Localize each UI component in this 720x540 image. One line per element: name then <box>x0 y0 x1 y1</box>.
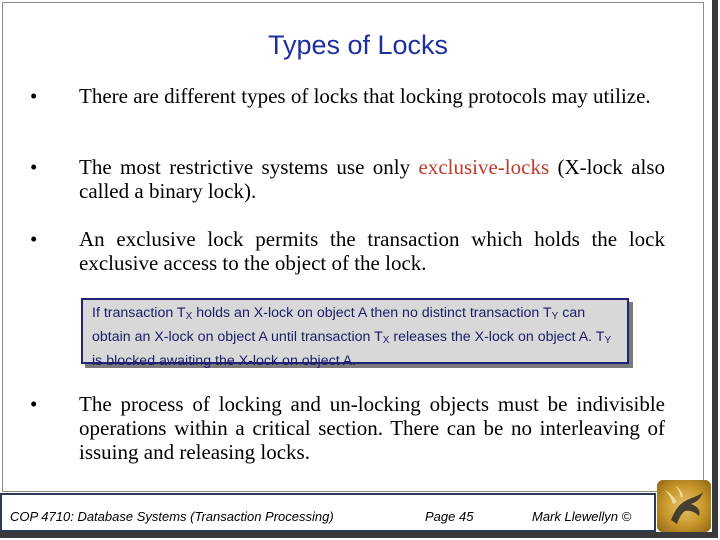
pegasus-icon <box>657 480 711 532</box>
subscript: Y <box>604 335 612 346</box>
bullet-text-3: An exclusive lock permits the transaction which holds the lock exclusive access to the object of the lock. <box>79 227 665 275</box>
slide-title: Types of Locks <box>267 30 449 60</box>
bullet-text-2 <box>79 155 665 203</box>
exclusive-locks-highlight: exclusive-locks <box>418 155 550 179</box>
callout-box <box>81 298 629 369</box>
bullet-marker: • <box>30 84 38 108</box>
subscript: X <box>382 335 390 346</box>
callout-text: holds an X-lock on object A then no distinct transaction T <box>192 305 552 321</box>
bullet-marker: • <box>30 155 38 179</box>
callout-text: can obtain an X-lock on object A until transaction T <box>92 305 586 345</box>
subscript: X <box>185 311 193 322</box>
subscript: Y <box>551 311 559 322</box>
footer-page-number: Page 45 <box>425 509 474 524</box>
bullet-text-4: The process of locking and un-locking objects must be indivisible operations within a critical section. There can be no interleaving of issuing and releasing locks. <box>79 392 665 464</box>
bullet-text-2-post: (X-lock also called a binary lock). <box>79 155 665 203</box>
callout-text: If transaction T <box>92 305 186 321</box>
slide-footer <box>0 493 656 532</box>
callout-text: is blocked awaiting the X-lock on object A. <box>92 353 357 369</box>
bullet-text-1: There are different types of locks that locking protocols may utilize. <box>79 84 651 108</box>
callout-text: releases the X-lock on object A. T <box>389 329 605 345</box>
bullet-marker: • <box>30 392 38 416</box>
ucf-pegasus-logo-icon <box>657 480 711 532</box>
footer-course: COP 4710: Database Systems (Transaction Processing) <box>10 509 334 524</box>
bullet-text-2-pre: The most restrictive systems use only <box>79 155 419 179</box>
footer-author: Mark Llewellyn © <box>532 509 632 524</box>
bullet-marker: • <box>30 227 38 251</box>
